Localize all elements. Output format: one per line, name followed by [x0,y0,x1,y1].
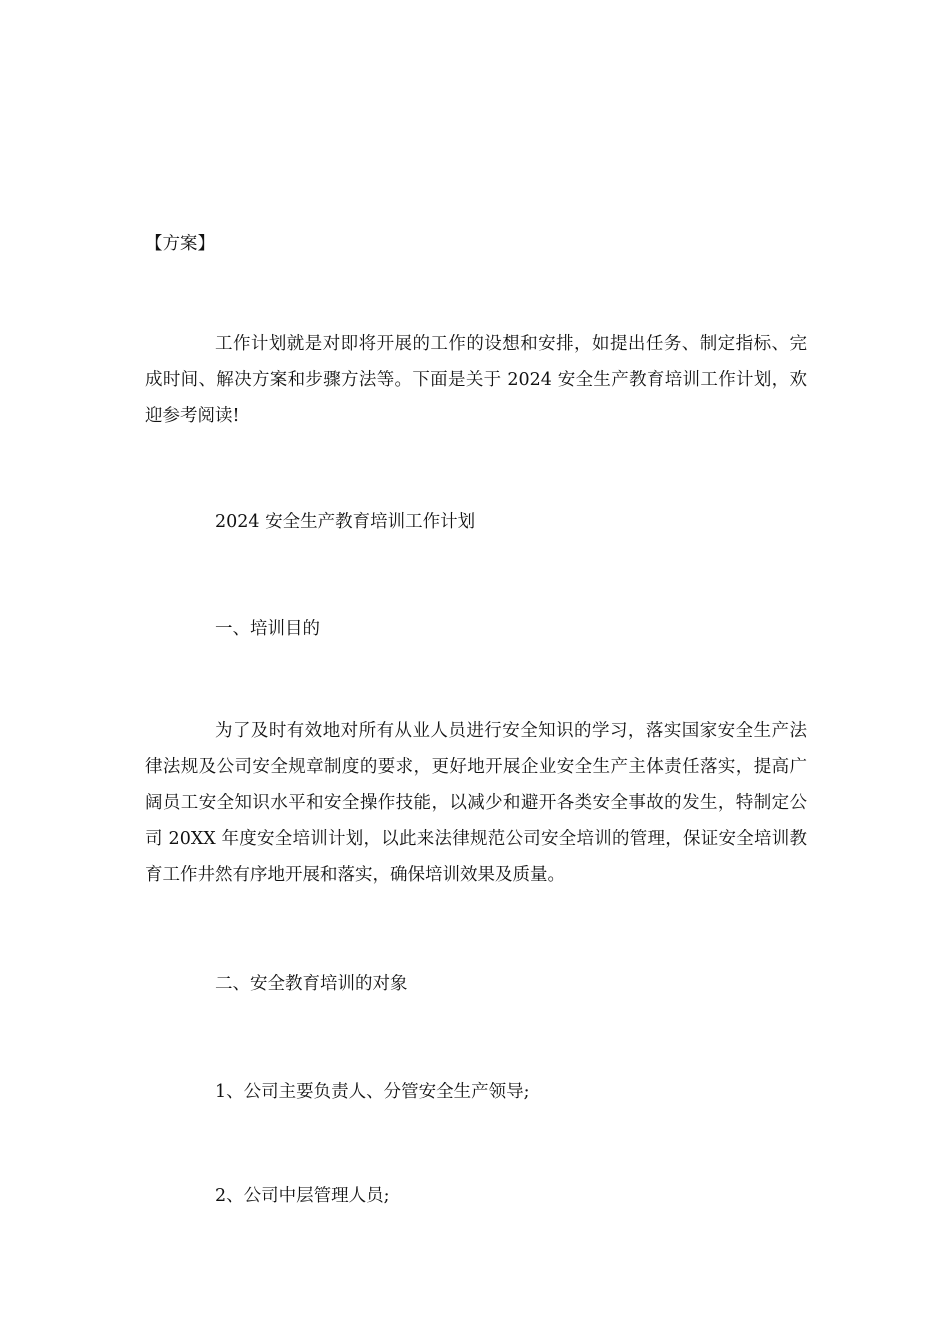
section-body-purpose: 为了及时有效地对所有从业人员进行安全知识的学习，落实国家安全生产法律法规及公司安全规章制度的要求，更好地开展企业安全生产主体责任落实，提高广阔员工安全知识水平和安全操作技能，以减少和避开各类安全事故的发生，特制定公司 20XX 年度安全培训计划，以此来法律规范公司安全培训的管理，保证安全培训教育工作井然有序地开展和落实，确保培训效果及质量。 [145,721,807,885]
section-heading-purpose: 一、培训目的 [215,619,320,639]
list-item-1: 1、公司主要负责人、分管安全生产领导; [215,1082,530,1102]
intro-paragraph: 工作计划就是对即将开展的工作的设想和安排，如提出任务、制定指标、完成时间、解决方案和步骤方法等。下面是关于 2024 安全生产教育培训工作计划，欢迎参考阅读! [145,334,807,426]
list-item-2: 2、公司中层管理人员; [215,1186,390,1206]
section-heading-audience: 二、安全教育培训的对象 [215,974,408,994]
document-title: 2024 安全生产教育培训工作计划 [215,512,476,532]
document-label: 【方案】 [145,234,215,254]
